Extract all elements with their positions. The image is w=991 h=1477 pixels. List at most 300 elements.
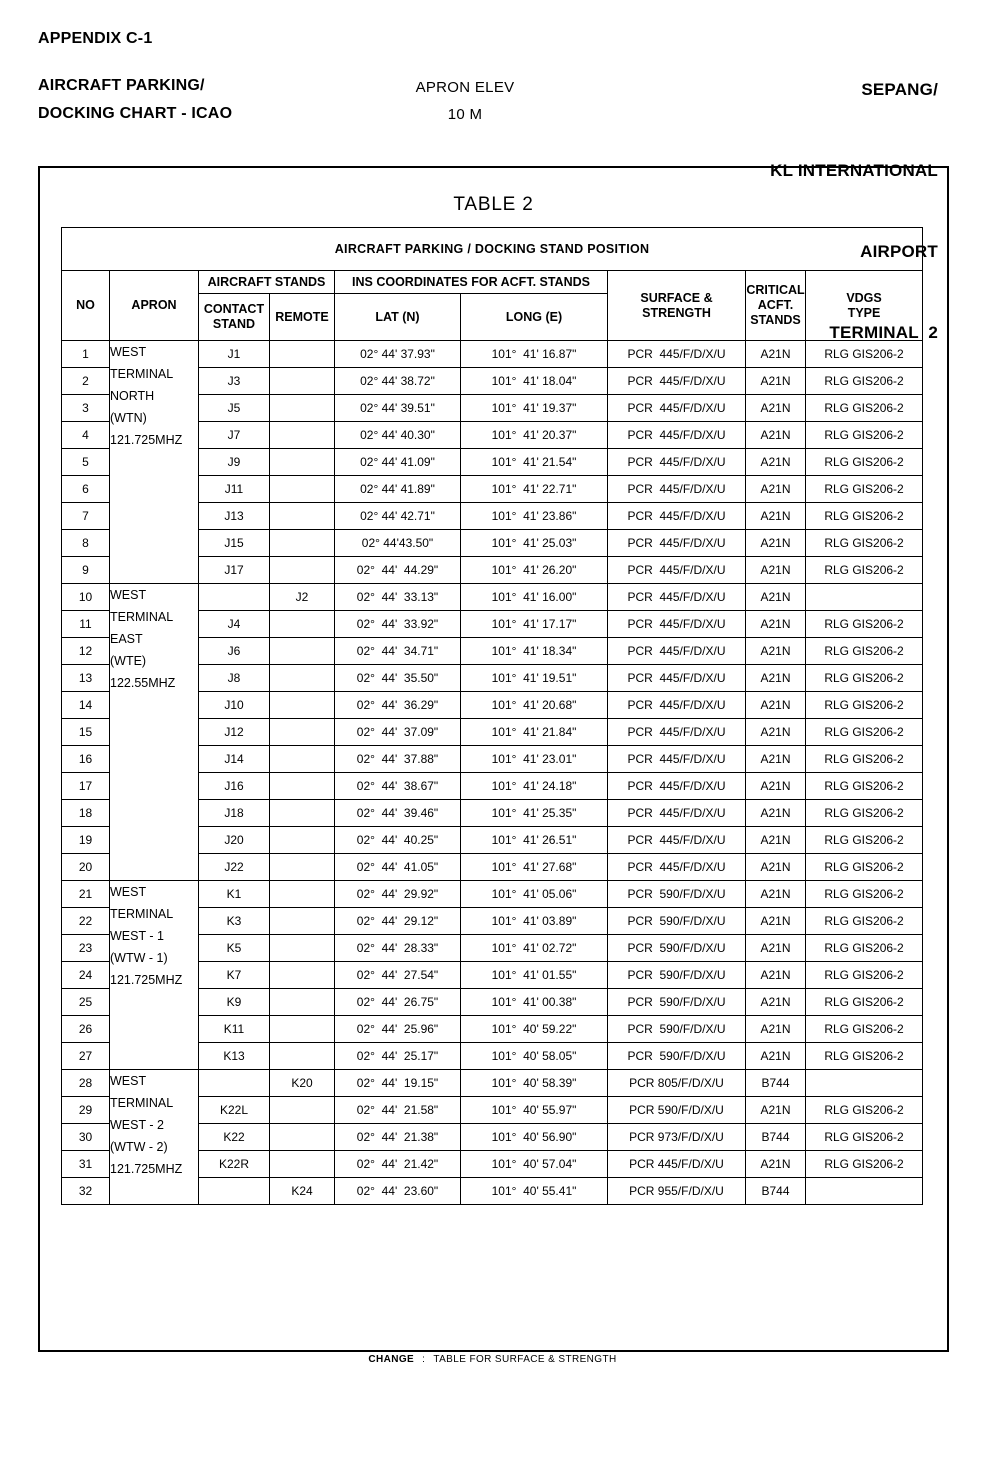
table-row xyxy=(62,1070,923,1097)
critical-acft-cell: A21N xyxy=(746,422,806,449)
row-number-cell: 13 xyxy=(62,665,110,692)
surface-strength-cell: PCR 590/F/D/X/U xyxy=(608,1043,746,1070)
lat-cell: 02° 44' 28.33" xyxy=(335,935,461,962)
lat-cell: 02° 44' 25.17" xyxy=(335,1043,461,1070)
contact-stand-cell: J16 xyxy=(199,773,270,800)
critical-acft-cell: A21N xyxy=(746,692,806,719)
surface-strength-cell: PCR 590/F/D/X/U xyxy=(608,881,746,908)
contact-stand-cell: K3 xyxy=(199,908,270,935)
surface-strength-cell: PCR 590/F/D/X/U xyxy=(608,1097,746,1124)
long-cell: 101° 40' 58.39" xyxy=(461,1070,608,1097)
long-cell: 101° 41' 21.84" xyxy=(461,719,608,746)
surface-strength-cell: PCR 445/F/D/X/U xyxy=(608,422,746,449)
critical-acft-cell: A21N xyxy=(746,476,806,503)
critical-acft-cell: A21N xyxy=(746,773,806,800)
table-caption: TABLE 2 xyxy=(453,194,534,215)
long-cell: 101° 41' 18.34" xyxy=(461,638,608,665)
row-number-cell: 29 xyxy=(62,1097,110,1124)
vdgs-type-cell: RLG GIS206-2 xyxy=(806,368,923,395)
change-label: CHANGE xyxy=(368,1354,415,1365)
long-cell: 101° 41' 26.20" xyxy=(461,557,608,584)
long-cell: 101° 41' 05.06" xyxy=(461,881,608,908)
row-number-cell: 28 xyxy=(62,1070,110,1097)
remote-stand-cell: K24 xyxy=(270,1178,335,1205)
row-number-cell: 25 xyxy=(62,989,110,1016)
vdgs-type-cell: RLG GIS206-2 xyxy=(806,1016,923,1043)
remote-stand-cell xyxy=(270,827,335,854)
vdgs-type-cell: RLG GIS206-2 xyxy=(806,1124,923,1151)
lat-cell: 02° 44' 41.89" xyxy=(335,476,461,503)
row-number-cell: 22 xyxy=(62,908,110,935)
row-number-cell: 21 xyxy=(62,881,110,908)
table-row xyxy=(62,881,923,908)
critical-acft-cell: A21N xyxy=(746,746,806,773)
contact-stand-cell: J6 xyxy=(199,638,270,665)
doc-title-line-2: DOCKING CHART - ICAO xyxy=(38,105,233,122)
col-header-critical-acft-stands xyxy=(746,271,806,341)
critical-acft-cell: A21N xyxy=(746,503,806,530)
contact-stand-cell: K9 xyxy=(199,989,270,1016)
critical-acft-cell: A21N xyxy=(746,611,806,638)
contact-stand-cell: K11 xyxy=(199,1016,270,1043)
remote-stand-cell xyxy=(270,368,335,395)
vdgs-type-cell: RLG GIS206-2 xyxy=(806,854,923,881)
vdgs-type-cell: RLG GIS206-2 xyxy=(806,719,923,746)
long-cell: 101° 41' 17.17" xyxy=(461,611,608,638)
contact-stand-cell: K5 xyxy=(199,935,270,962)
long-cell: 101° 41' 19.51" xyxy=(461,665,608,692)
table-row xyxy=(62,341,923,368)
remote-stand-cell xyxy=(270,962,335,989)
remote-stand-cell xyxy=(270,476,335,503)
remote-stand-cell: J2 xyxy=(270,584,335,611)
remote-stand-cell xyxy=(270,1124,335,1151)
row-number-cell: 30 xyxy=(62,1124,110,1151)
table-title: AIRCRAFT PARKING / DOCKING STAND POSITION xyxy=(62,228,923,271)
vdgs-type-cell: RLG GIS206-2 xyxy=(806,503,923,530)
row-number-cell: 32 xyxy=(62,1178,110,1205)
lat-cell: 02° 44' 19.15" xyxy=(335,1070,461,1097)
long-cell: 101° 41' 21.54" xyxy=(461,449,608,476)
surface-header-line: STRENGTH xyxy=(642,305,711,320)
vdgs-type-cell: RLG GIS206-2 xyxy=(806,530,923,557)
surface-strength-cell: PCR 805/F/D/X/U xyxy=(608,1070,746,1097)
contact-stand-cell: K1 xyxy=(199,881,270,908)
lat-cell: 02° 44' 21.38" xyxy=(335,1124,461,1151)
apron-elev-label: APRON ELEV xyxy=(415,79,515,96)
airport-line-3: AIRPORT xyxy=(860,242,938,261)
table-header-row-1 xyxy=(62,271,923,294)
critical-acft-cell: A21N xyxy=(746,1043,806,1070)
lat-cell: 02° 44' 33.13" xyxy=(335,584,461,611)
surface-header-line: SURFACE & xyxy=(640,290,713,305)
critical-header-line: CRITICAL xyxy=(746,283,805,297)
long-cell: 101° 40' 59.22" xyxy=(461,1016,608,1043)
remote-stand-cell xyxy=(270,773,335,800)
contact-stand-cell xyxy=(199,1070,270,1097)
change-text: TABLE FOR SURFACE & STRENGTH xyxy=(433,1354,617,1365)
change-separator: : xyxy=(422,1354,426,1365)
row-number-cell: 2 xyxy=(62,368,110,395)
row-number-cell: 10 xyxy=(62,584,110,611)
surface-strength-cell: PCR 445/F/D/X/U xyxy=(608,530,746,557)
contact-stand-cell: J8 xyxy=(199,665,270,692)
remote-stand-cell xyxy=(270,503,335,530)
vdgs-type-cell: RLG GIS206-2 xyxy=(806,800,923,827)
vdgs-type-cell xyxy=(806,1070,923,1097)
contact-stand-cell: J14 xyxy=(199,746,270,773)
row-number-cell: 3 xyxy=(62,395,110,422)
contact-stand-cell: K22 xyxy=(199,1124,270,1151)
row-number-cell: 18 xyxy=(62,800,110,827)
row-number-cell: 5 xyxy=(62,449,110,476)
critical-acft-cell: A21N xyxy=(746,1097,806,1124)
apron-elev-block xyxy=(340,74,590,128)
critical-acft-cell: A21N xyxy=(746,530,806,557)
surface-strength-cell: PCR 445/F/D/X/U xyxy=(608,800,746,827)
contact-stand-cell: J10 xyxy=(199,692,270,719)
critical-acft-cell: A21N xyxy=(746,368,806,395)
lat-cell: 02° 44' 37.09" xyxy=(335,719,461,746)
vdgs-type-cell: RLG GIS206-2 xyxy=(806,449,923,476)
contact-stand-cell: J20 xyxy=(199,827,270,854)
row-number-cell: 15 xyxy=(62,719,110,746)
surface-strength-cell: PCR 955/F/D/X/U xyxy=(608,1178,746,1205)
apron-group-cell: WEST TERMINAL WEST - 2 (WTW - 2) 121.725MHZ xyxy=(110,1070,199,1205)
chart-outer-box xyxy=(38,166,949,1352)
vdgs-type-cell: RLG GIS206-2 xyxy=(806,611,923,638)
lat-cell: 02° 44' 40.25" xyxy=(335,827,461,854)
lat-cell: 02° 44' 40.30" xyxy=(335,422,461,449)
remote-stand-cell xyxy=(270,908,335,935)
lat-cell: 02° 44' 41.09" xyxy=(335,449,461,476)
long-cell: 101° 41' 02.72" xyxy=(461,935,608,962)
airport-line-4: TERMINAL 2 xyxy=(829,323,938,342)
airport-line-2: KL INTERNATIONAL xyxy=(770,161,938,180)
contact-stand-cell xyxy=(199,584,270,611)
surface-strength-cell: PCR 445/F/D/X/U xyxy=(608,341,746,368)
vdgs-type-cell: RLG GIS206-2 xyxy=(806,1097,923,1124)
lat-cell: 02° 44' 38.67" xyxy=(335,773,461,800)
critical-acft-cell: A21N xyxy=(746,719,806,746)
long-cell: 101° 41' 22.71" xyxy=(461,476,608,503)
critical-acft-cell: A21N xyxy=(746,341,806,368)
remote-stand-cell: K20 xyxy=(270,1070,335,1097)
page-header-left xyxy=(38,30,232,128)
col-header-lat: LAT (N) xyxy=(335,294,461,341)
surface-strength-cell: PCR 445/F/D/X/U xyxy=(608,692,746,719)
vdgs-type-cell: RLG GIS206-2 xyxy=(806,557,923,584)
contact-stand-cell: K13 xyxy=(199,1043,270,1070)
contact-stand-cell: J13 xyxy=(199,503,270,530)
surface-strength-cell: PCR 590/F/D/X/U xyxy=(608,962,746,989)
row-number-cell: 17 xyxy=(62,773,110,800)
critical-acft-cell: A21N xyxy=(746,881,806,908)
contact-stand-cell: K22L xyxy=(199,1097,270,1124)
col-header-contact-stand xyxy=(199,294,270,341)
remote-stand-cell xyxy=(270,530,335,557)
col-header-no: NO xyxy=(62,271,110,341)
contact-stand-cell: K22R xyxy=(199,1151,270,1178)
remote-stand-cell xyxy=(270,989,335,1016)
surface-strength-cell: PCR 445/F/D/X/U xyxy=(608,584,746,611)
row-number-cell: 6 xyxy=(62,476,110,503)
surface-strength-cell: PCR 445/F/D/X/U xyxy=(608,1151,746,1178)
remote-stand-cell xyxy=(270,1151,335,1178)
lat-cell: 02° 44' 27.54" xyxy=(335,962,461,989)
row-number-cell: 16 xyxy=(62,746,110,773)
lat-cell: 02° 44' 41.05" xyxy=(335,854,461,881)
vdgs-type-cell xyxy=(806,1178,923,1205)
surface-strength-cell: PCR 445/F/D/X/U xyxy=(608,665,746,692)
critical-acft-cell: B744 xyxy=(746,1124,806,1151)
surface-strength-cell: PCR 445/F/D/X/U xyxy=(608,638,746,665)
vdgs-type-cell: RLG GIS206-2 xyxy=(806,395,923,422)
long-cell: 101° 41' 01.55" xyxy=(461,962,608,989)
col-header-vdgs-type xyxy=(806,271,923,341)
remote-stand-cell xyxy=(270,719,335,746)
critical-acft-cell: A21N xyxy=(746,449,806,476)
stand-table-body xyxy=(62,341,923,1205)
surface-strength-cell: PCR 973/F/D/X/U xyxy=(608,1124,746,1151)
contact-stand-cell: J9 xyxy=(199,449,270,476)
surface-strength-cell: PCR 445/F/D/X/U xyxy=(608,827,746,854)
long-cell: 101° 41' 24.18" xyxy=(461,773,608,800)
vdgs-type-cell: RLG GIS206-2 xyxy=(806,935,923,962)
long-cell: 101° 40' 55.41" xyxy=(461,1178,608,1205)
contact-stand-cell: J12 xyxy=(199,719,270,746)
critical-header-line: STANDS xyxy=(750,313,801,327)
remote-stand-cell xyxy=(270,881,335,908)
col-header-surface-strength xyxy=(608,271,746,341)
col-header-aircraft-stands: AIRCRAFT STANDS xyxy=(199,271,335,294)
critical-acft-cell: A21N xyxy=(746,854,806,881)
lat-cell: 02° 44' 29.12" xyxy=(335,908,461,935)
critical-acft-cell: A21N xyxy=(746,557,806,584)
surface-strength-cell: PCR 445/F/D/X/U xyxy=(608,503,746,530)
row-number-cell: 9 xyxy=(62,557,110,584)
lat-cell: 02° 44' 37.93" xyxy=(335,341,461,368)
remote-stand-cell xyxy=(270,665,335,692)
long-cell: 101° 41' 03.89" xyxy=(461,908,608,935)
critical-acft-cell: A21N xyxy=(746,665,806,692)
airport-line-1: SEPANG/ xyxy=(861,80,938,99)
surface-strength-cell: PCR 590/F/D/X/U xyxy=(608,1016,746,1043)
lat-cell: 02° 44' 38.72" xyxy=(335,368,461,395)
contact-stand-cell: J1 xyxy=(199,341,270,368)
remote-stand-cell xyxy=(270,1016,335,1043)
row-number-cell: 23 xyxy=(62,935,110,962)
lat-cell: 02° 44' 34.71" xyxy=(335,638,461,665)
contact-header-line: STAND xyxy=(212,317,256,331)
critical-acft-cell: A21N xyxy=(746,395,806,422)
row-number-cell: 14 xyxy=(62,692,110,719)
appendix-label: APPENDIX C-1 xyxy=(38,30,153,47)
contact-stand-cell: J4 xyxy=(199,611,270,638)
long-cell: 101° 40' 56.90" xyxy=(461,1124,608,1151)
lat-cell: 02° 44' 23.60" xyxy=(335,1178,461,1205)
vdgs-type-cell: RLG GIS206-2 xyxy=(806,638,923,665)
remote-stand-cell xyxy=(270,1097,335,1124)
vdgs-header-line: VDGS xyxy=(846,290,882,305)
row-number-cell: 7 xyxy=(62,503,110,530)
surface-strength-cell: PCR 445/F/D/X/U xyxy=(608,719,746,746)
remote-stand-cell xyxy=(270,395,335,422)
apron-elev-value: 10 M xyxy=(447,106,483,123)
critical-acft-cell: A21N xyxy=(746,1016,806,1043)
surface-strength-cell: PCR 445/F/D/X/U xyxy=(608,773,746,800)
remote-stand-cell xyxy=(270,1043,335,1070)
critical-acft-cell: A21N xyxy=(746,584,806,611)
vdgs-type-cell: RLG GIS206-2 xyxy=(806,1043,923,1070)
remote-stand-cell xyxy=(270,692,335,719)
long-cell: 101° 41' 20.37" xyxy=(461,422,608,449)
long-cell: 101° 41' 25.35" xyxy=(461,800,608,827)
lat-cell: 02° 44' 25.96" xyxy=(335,1016,461,1043)
critical-acft-cell: A21N xyxy=(746,638,806,665)
contact-stand-cell: K7 xyxy=(199,962,270,989)
lat-cell: 02° 44' 35.50" xyxy=(335,665,461,692)
contact-stand-cell: J18 xyxy=(199,800,270,827)
row-number-cell: 20 xyxy=(62,854,110,881)
vdgs-header-line: TYPE xyxy=(847,305,881,320)
remote-stand-cell xyxy=(270,422,335,449)
remote-stand-cell xyxy=(270,638,335,665)
long-cell: 101° 41' 23.01" xyxy=(461,746,608,773)
vdgs-type-cell: RLG GIS206-2 xyxy=(806,692,923,719)
surface-strength-cell: PCR 445/F/D/X/U xyxy=(608,395,746,422)
long-cell: 101° 41' 16.87" xyxy=(461,341,608,368)
col-header-remote: REMOTE xyxy=(270,294,335,341)
long-cell: 101° 41' 23.86" xyxy=(461,503,608,530)
remote-stand-cell xyxy=(270,449,335,476)
lat-cell: 02° 44' 21.58" xyxy=(335,1097,461,1124)
critical-acft-cell: A21N xyxy=(746,908,806,935)
critical-acft-cell: A21N xyxy=(746,962,806,989)
lat-cell: 02° 44' 37.88" xyxy=(335,746,461,773)
col-header-ins-coordinates: INS COORDINATES FOR ACFT. STANDS xyxy=(335,271,608,294)
contact-header-line: CONTACT xyxy=(203,302,265,316)
long-cell: 101° 41' 20.68" xyxy=(461,692,608,719)
lat-cell: 02° 44' 39.46" xyxy=(335,800,461,827)
contact-stand-cell xyxy=(199,1178,270,1205)
row-number-cell: 27 xyxy=(62,1043,110,1070)
col-header-long: LONG (E) xyxy=(461,294,608,341)
surface-strength-cell: PCR 445/F/D/X/U xyxy=(608,746,746,773)
vdgs-type-cell: RLG GIS206-2 xyxy=(806,746,923,773)
vdgs-type-cell: RLG GIS206-2 xyxy=(806,908,923,935)
table-title-row xyxy=(62,228,923,271)
critical-acft-cell: A21N xyxy=(746,827,806,854)
stand-table xyxy=(61,227,923,1205)
critical-header-line: ACFT. xyxy=(757,298,794,312)
vdgs-type-cell: RLG GIS206-2 xyxy=(806,773,923,800)
remote-stand-cell xyxy=(270,854,335,881)
contact-stand-cell: J15 xyxy=(199,530,270,557)
row-number-cell: 26 xyxy=(62,1016,110,1043)
row-number-cell: 19 xyxy=(62,827,110,854)
contact-stand-cell: J3 xyxy=(199,368,270,395)
surface-strength-cell: PCR 590/F/D/X/U xyxy=(608,935,746,962)
surface-strength-cell: PCR 445/F/D/X/U xyxy=(608,368,746,395)
row-number-cell: 24 xyxy=(62,962,110,989)
vdgs-type-cell: RLG GIS206-2 xyxy=(806,827,923,854)
remote-stand-cell xyxy=(270,746,335,773)
long-cell: 101° 41' 27.68" xyxy=(461,854,608,881)
lat-cell: 02° 44' 33.92" xyxy=(335,611,461,638)
vdgs-type-cell: RLG GIS206-2 xyxy=(806,476,923,503)
col-header-apron: APRON xyxy=(110,271,199,341)
row-number-cell: 11 xyxy=(62,611,110,638)
remote-stand-cell xyxy=(270,557,335,584)
critical-acft-cell: A21N xyxy=(746,935,806,962)
doc-title-line-1: AIRCRAFT PARKING/ xyxy=(38,77,205,94)
vdgs-type-cell: RLG GIS206-2 xyxy=(806,881,923,908)
vdgs-type-cell: RLG GIS206-2 xyxy=(806,341,923,368)
surface-strength-cell: PCR 590/F/D/X/U xyxy=(608,989,746,1016)
surface-strength-cell: PCR 445/F/D/X/U xyxy=(608,854,746,881)
long-cell: 101° 41' 26.51" xyxy=(461,827,608,854)
contact-stand-cell: J22 xyxy=(199,854,270,881)
table-row xyxy=(62,584,923,611)
vdgs-type-cell: RLG GIS206-2 xyxy=(806,1151,923,1178)
lat-cell: 02° 44'43.50" xyxy=(335,530,461,557)
lat-cell: 02° 44' 42.71" xyxy=(335,503,461,530)
contact-stand-cell: J17 xyxy=(199,557,270,584)
lat-cell: 02° 44' 21.42" xyxy=(335,1151,461,1178)
remote-stand-cell xyxy=(270,935,335,962)
row-number-cell: 31 xyxy=(62,1151,110,1178)
critical-acft-cell: B744 xyxy=(746,1070,806,1097)
apron-group-cell: WEST TERMINAL EAST (WTE) 122.55MHZ xyxy=(110,584,199,881)
contact-stand-cell: J5 xyxy=(199,395,270,422)
surface-strength-cell: PCR 590/F/D/X/U xyxy=(608,908,746,935)
lat-cell: 02° 44' 29.92" xyxy=(335,881,461,908)
remote-stand-cell xyxy=(270,800,335,827)
contact-stand-cell: J11 xyxy=(199,476,270,503)
critical-acft-cell: A21N xyxy=(746,1151,806,1178)
long-cell: 101° 41' 16.00" xyxy=(461,584,608,611)
lat-cell: 02° 44' 36.29" xyxy=(335,692,461,719)
long-cell: 101° 40' 55.97" xyxy=(461,1097,608,1124)
long-cell: 101° 41' 00.38" xyxy=(461,989,608,1016)
vdgs-type-cell: RLG GIS206-2 xyxy=(806,962,923,989)
contact-stand-cell: J7 xyxy=(199,422,270,449)
row-number-cell: 1 xyxy=(62,341,110,368)
apron-group-cell: WEST TERMINAL WEST - 1 (WTW - 1) 121.725MHZ xyxy=(110,881,199,1070)
critical-acft-cell: B744 xyxy=(746,1178,806,1205)
long-cell: 101° 41' 25.03" xyxy=(461,530,608,557)
surface-strength-cell: PCR 445/F/D/X/U xyxy=(608,557,746,584)
row-number-cell: 4 xyxy=(62,422,110,449)
long-cell: 101° 40' 58.05" xyxy=(461,1043,608,1070)
lat-cell: 02° 44' 26.75" xyxy=(335,989,461,1016)
surface-strength-cell: PCR 445/F/D/X/U xyxy=(608,449,746,476)
long-cell: 101° 41' 18.04" xyxy=(461,368,608,395)
row-number-cell: 8 xyxy=(62,530,110,557)
long-cell: 101° 41' 19.37" xyxy=(461,395,608,422)
surface-strength-cell: PCR 445/F/D/X/U xyxy=(608,611,746,638)
lat-cell: 02° 44' 44.29" xyxy=(335,557,461,584)
vdgs-type-cell: RLG GIS206-2 xyxy=(806,989,923,1016)
change-note xyxy=(38,1354,947,1365)
apron-group-cell: WEST TERMINAL NORTH (WTN) 121.725MHZ xyxy=(110,341,199,584)
critical-acft-cell: A21N xyxy=(746,800,806,827)
vdgs-type-cell xyxy=(806,584,923,611)
surface-strength-cell: PCR 445/F/D/X/U xyxy=(608,476,746,503)
row-number-cell: 12 xyxy=(62,638,110,665)
lat-cell: 02° 44' 39.51" xyxy=(335,395,461,422)
